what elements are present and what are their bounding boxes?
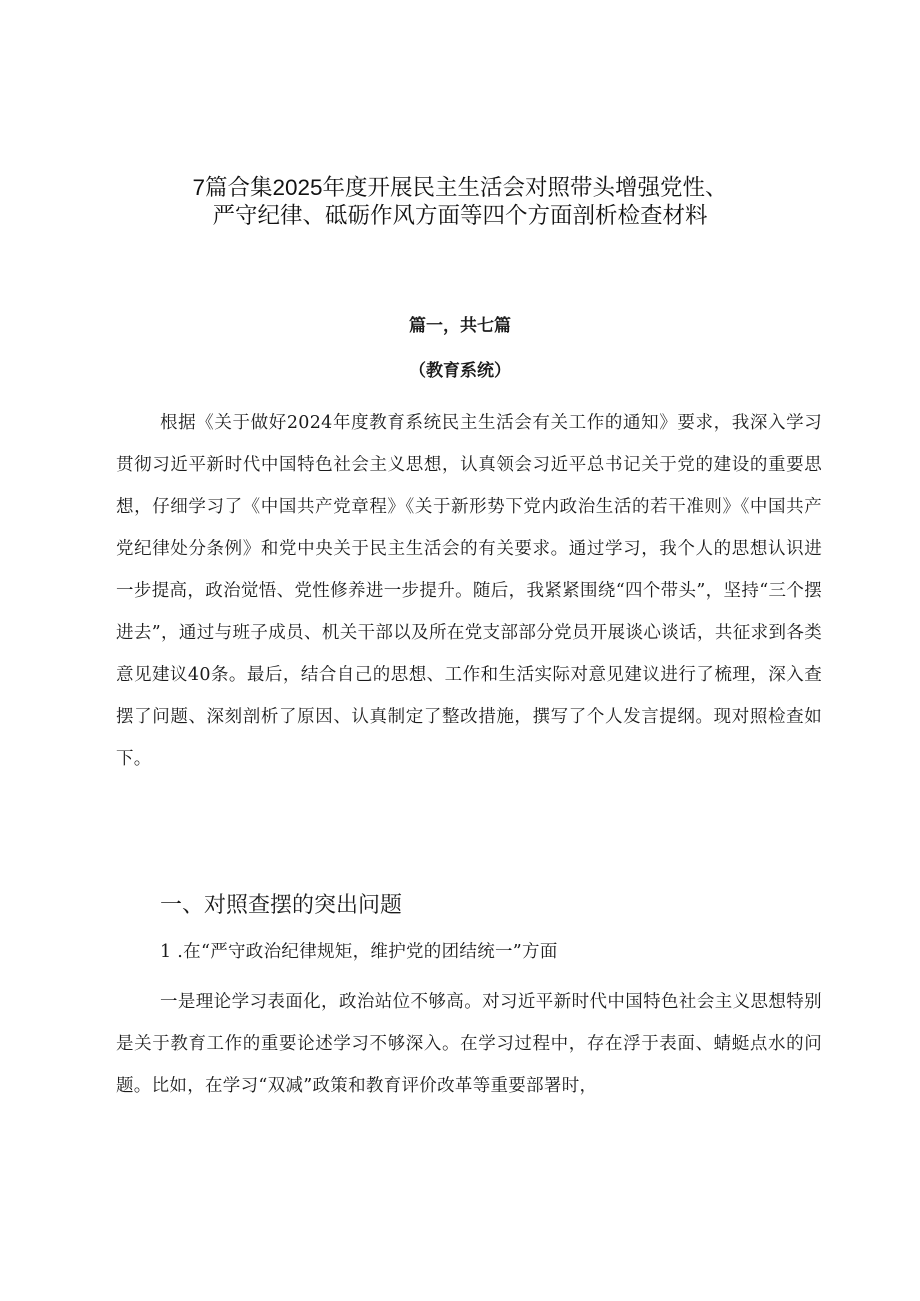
section-heading: 一、对照查摆的突出问题 <box>160 892 403 917</box>
document-title-line-2: 严守纪律、砥砺作风方面等四个方面剖析检查材料 <box>212 203 708 228</box>
part-heading: 篇一，共七篇 <box>409 316 511 336</box>
item-paragraph: 一是理论学习表面化，政治站位不够高。对习近平新时代中国特色社会主义思想特别是关于教育工作的重要论述学习不够深入。在学习过程中，存在浮于表面、蜻蜓点水的问题。比如，在学习“双减”政策和教育评价改革等重要部署时， <box>116 992 822 1096</box>
document-title-line-1: 7篇合集2025年度开展民主生活会对照带头增强党性、 <box>192 175 728 200</box>
item-heading: 1 .在“严守政治纪律规矩，维护党的团结统一”方面 <box>160 942 558 962</box>
part-subheading: （教育系统） <box>409 361 511 381</box>
intro-paragraph: 根据《关于做好2024年度教育系统民主生活会有关工作的通知》要求，我深入学习贯彻习近平新时代中国特色社会主义思想，认真领会习近平总书记关于党的建设的重要思想，仔细学习了《中国共产党章程》《关于新形势下党内政治生活的若干准则》《中国共产党纪律处分条例》和党中央关于民主生活会的有关要求。通过学习，我个人的思想认识进一步提高，政治觉悟、党性修养进一步提升。随后，我紧紧围绕“四个带头”，坚持“三个摆进去”，通过与班子成员、机关干部以及所在党支部部分党员开展谈心谈话，共征求到各类意见建议40条。最后，结合自己的思想、工作和生活实际对意见建议进行了梳理，深入查摆了问题、深刻剖析了原因、认真制定了整改措施，撰写了个人发言提纲。现对照检查如下。 <box>116 413 822 769</box>
